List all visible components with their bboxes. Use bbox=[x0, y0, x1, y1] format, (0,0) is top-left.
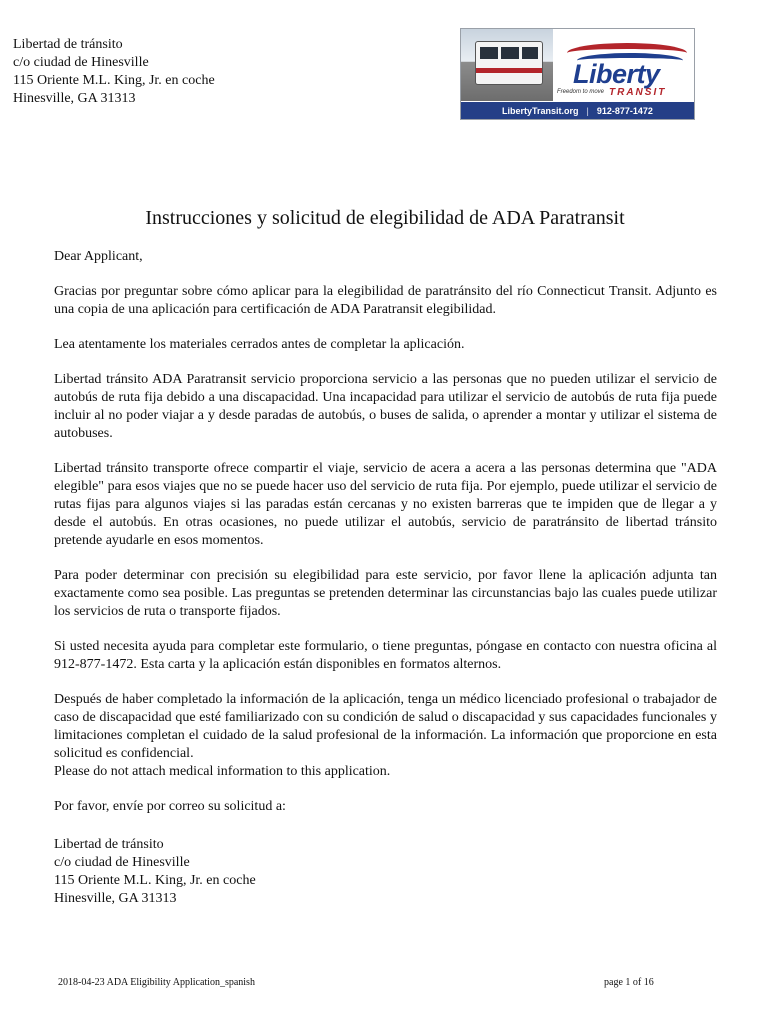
footer-document-id: 2018-04-23 ADA Eligibility Application_spanish bbox=[58, 977, 255, 988]
logo-tagline: Freedom to move bbox=[557, 89, 605, 95]
letter-body bbox=[54, 248, 717, 833]
bus-photo bbox=[461, 29, 553, 101]
paragraph: Para poder determinar con precisión su elegibilidad para este servicio, por favor llene la aplicación adjunta tan exactamente como sea posible. Las preguntas se pretenden determinar las circunstancias bajo las cuales puede utilizar los servicios de ruta o transporte fijados. bbox=[54, 568, 717, 619]
address-line: c/o ciudad de Hinesville bbox=[13, 55, 149, 70]
paragraph: Gracias por preguntar sobre cómo aplicar para la elegibilidad de paratránsito del río Connecticut Transit. Adjunto es una copia de una aplicación para certificación de ADA Paratransit elegibilidad. bbox=[54, 284, 717, 317]
mailing-address bbox=[54, 836, 256, 908]
salutation: Dear Applicant, bbox=[54, 249, 143, 264]
address-line: Libertad de tránsito bbox=[13, 37, 123, 52]
paragraph: Por favor, envíe por correo su solicitud a: bbox=[54, 799, 286, 814]
address-line: Hinesville, GA 31313 bbox=[13, 91, 136, 106]
address-line: c/o ciudad de Hinesville bbox=[54, 855, 190, 870]
logo-contact-bar: LibertyTransit.org | 912-877-1472 bbox=[461, 102, 694, 119]
paragraph: Libertad tránsito ADA Paratransit servicio proporciona servicio a las personas que no pueden utilizar el servicio de autobús de ruta fija debido a una discapacidad. Una incapacidad para utilizar el servicio de autobús de ruta fija puede incluir al no poder viajar a y desde paradas de autobús, o buses de salida, o aprender a montar y utilizar el sistema de autobuses. bbox=[54, 372, 717, 441]
address-line: Hinesville, GA 31313 bbox=[54, 891, 177, 906]
footer-page-number: page 1 of 16 bbox=[604, 977, 654, 988]
paragraph: Lea atentamente los materiales cerrados antes de completar la aplicación. bbox=[54, 337, 465, 352]
address-line: Libertad de tránsito bbox=[54, 837, 164, 852]
sender-address bbox=[13, 36, 215, 108]
address-line: 115 Oriente M.L. King, Jr. en coche bbox=[13, 73, 215, 88]
paragraph: Después de haber completado la información de la aplicación, tenga un médico licenciado profesional o trabajador de caso de discapacidad que esté familiarizado con su condición de salud o discapacidad y sus capacidades funcionales y limitaciones completan el cuidado de la salud profesional de la información. La información que proporcione en esta solicitud es confidencial. bbox=[54, 692, 717, 761]
paragraph: Please do not attach medical information to this application. bbox=[54, 764, 391, 779]
logo-website: LibertyTransit.org bbox=[502, 105, 579, 116]
liberty-transit-logo bbox=[460, 28, 695, 120]
bus-icon bbox=[475, 41, 543, 85]
paragraph: Libertad tránsito transporte ofrece compartir el viaje, servicio de acera a acera a las personas determina que "ADA elegible" para esos viajes que no se puede hacer uso del servicio de ruta fija. Por ejemplo, puede utilizar el servicio de rutas fijas para algunos viajes si las paradas están cercanas y no existen barreras que te impiden que de llegar a y desde el autobús. En otras ocasiones, no puede utilizar el autobús, servicio de paratránsito de libertad tránsito pretende ayudarle en esos momentos. bbox=[54, 461, 717, 548]
logo-sub-brand: TRANSIT bbox=[609, 87, 667, 98]
paragraph: Si usted necesita ayuda para completar este formulario, o tiene preguntas, póngase en contacto con nuestra oficina al 912-877-1472. Esta carta y la aplicación están disponibles en formatos alternos. bbox=[54, 639, 717, 672]
address-line: 115 Oriente M.L. King, Jr. en coche bbox=[54, 873, 256, 888]
logo-phone: 912-877-1472 bbox=[596, 105, 653, 116]
logo-brand: Liberty bbox=[573, 59, 660, 89]
document-title: Instrucciones y solicitud de elegibilidad de ADA Paratransit bbox=[145, 207, 625, 229]
